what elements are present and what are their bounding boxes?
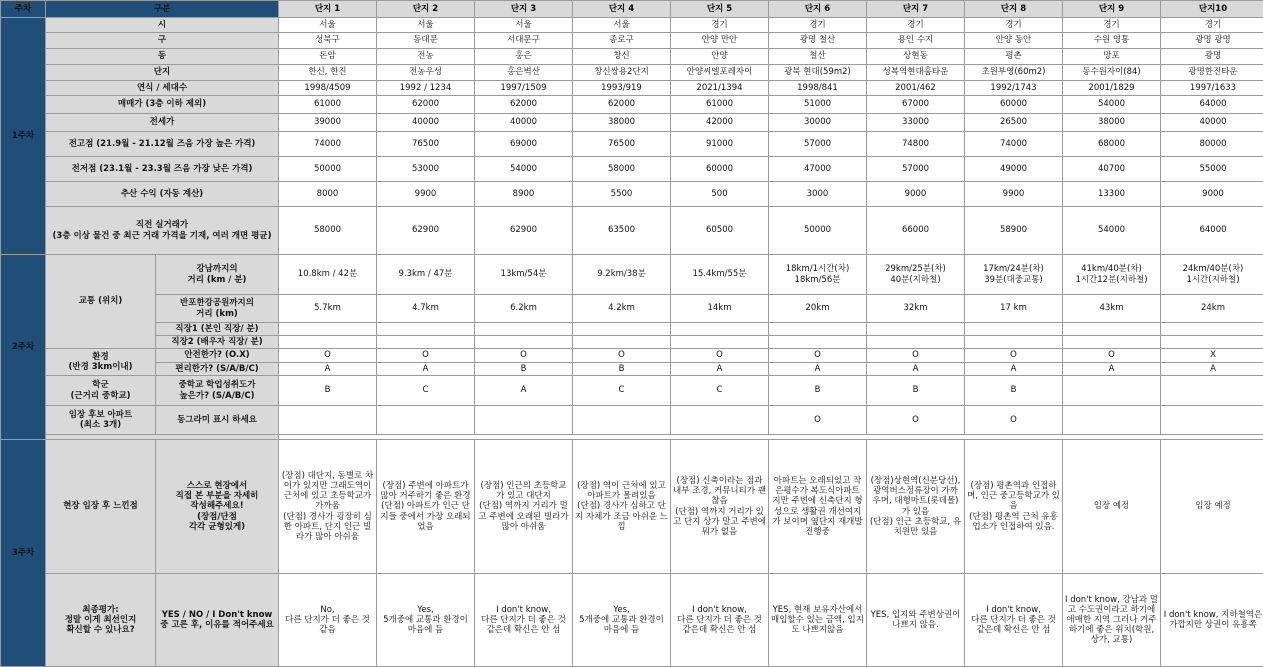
- cell-profit[interactable]: 9000: [1161, 182, 1263, 207]
- cell-year[interactable]: 1998/4509: [279, 81, 377, 96]
- cell-banpo[interactable]: 32km: [867, 295, 965, 323]
- cell-danji[interactable]: 전농우성: [377, 65, 475, 81]
- cell-si[interactable]: 경기: [965, 18, 1063, 33]
- cell-job2[interactable]: [475, 336, 573, 349]
- cell-banpo[interactable]: 14km: [671, 295, 769, 323]
- cell-job1[interactable]: [1063, 323, 1161, 336]
- cell-circle[interactable]: O: [965, 406, 1063, 435]
- cell-high[interactable]: 80000: [1161, 132, 1263, 157]
- cell-gu[interactable]: 용인 수지: [867, 33, 965, 49]
- cell-job2[interactable]: [279, 336, 377, 349]
- cell-profit[interactable]: 13300: [1063, 182, 1161, 207]
- cell-safe[interactable]: O: [965, 349, 1063, 363]
- cell-year[interactable]: 1997/1509: [475, 81, 573, 96]
- row-label-env[interactable]: 환경 (반경 3km이내): [46, 349, 156, 376]
- row-label-final[interactable]: 최종평가: 정말 이게 최선인지 확신할 수 있나요?: [46, 574, 156, 667]
- week-2-cell[interactable]: 2주차: [1, 255, 46, 440]
- cell-safe[interactable]: O: [475, 349, 573, 363]
- cell-circle[interactable]: O: [769, 406, 867, 435]
- cell-middle[interactable]: B: [279, 376, 377, 406]
- cell-si[interactable]: 경기: [769, 18, 867, 33]
- complex-header[interactable]: 단지 9: [1063, 1, 1161, 18]
- cell-gu[interactable]: 성북구: [279, 33, 377, 49]
- row-label-recent[interactable]: 직전 실거래가 (3층 이상 물건 중 최근 거래 가격을 기재, 여러 개면 평균): [46, 207, 279, 255]
- cell-visit[interactable]: (장점) 대단지, 동별로 차이가 있지만 그래도역이 근처에 있고 초등학교가 가까움 (단점) 경사가 굉장히 심한 아파트, 단지 인근 빌라가 많아 아쉬움: [279, 440, 377, 574]
- cell-gangnam[interactable]: 15.4km/55분: [671, 255, 769, 295]
- cell-low[interactable]: 58000: [573, 157, 671, 182]
- cell-gu[interactable]: 서대문구: [475, 33, 573, 49]
- cell-si[interactable]: 서울: [279, 18, 377, 33]
- complex-header[interactable]: 단지 5: [671, 1, 769, 18]
- cell-high[interactable]: 74000: [965, 132, 1063, 157]
- cell-sale[interactable]: 67000: [867, 96, 965, 114]
- cell-sale[interactable]: 62000: [573, 96, 671, 114]
- complex-header[interactable]: 단지 8: [965, 1, 1063, 18]
- cell-year[interactable]: 2001/1829: [1063, 81, 1161, 96]
- cell-sale[interactable]: 51000: [769, 96, 867, 114]
- cell-sale[interactable]: 62000: [377, 96, 475, 114]
- row-label-sale[interactable]: 매매가 (3층 이하 제외): [46, 96, 279, 114]
- complex-header[interactable]: 단지 6: [769, 1, 867, 18]
- cell-final[interactable]: Yes, 5개중에 교통과 환경이 마음에 듬: [377, 574, 475, 667]
- cell-profit[interactable]: 9900: [377, 182, 475, 207]
- cell-gangnam[interactable]: 29km/25분(차) 40분(지하철): [867, 255, 965, 295]
- cell-high[interactable]: 76500: [573, 132, 671, 157]
- cell-banpo[interactable]: 20km: [769, 295, 867, 323]
- cell-conv[interactable]: B: [573, 363, 671, 376]
- cell-conv[interactable]: A: [1063, 363, 1161, 376]
- cell-gangnam[interactable]: 9.2km/38분: [573, 255, 671, 295]
- cell-jeonse[interactable]: 33000: [867, 114, 965, 132]
- cell-gangnam[interactable]: 13km/54분: [475, 255, 573, 295]
- cell-dong[interactable]: 돈암: [279, 49, 377, 65]
- row-label-visit[interactable]: 현장 임장 후 느낀점: [46, 440, 156, 574]
- cell-conv[interactable]: A: [965, 363, 1063, 376]
- cell-gangnam[interactable]: 41km/40분(차) 1시간12분(지하철): [1063, 255, 1161, 295]
- cell-job2[interactable]: [965, 336, 1063, 349]
- cell-gangnam[interactable]: 24km/40분(차) 1시간(지하철): [1161, 255, 1263, 295]
- cell-middle[interactable]: C: [377, 376, 475, 406]
- cell-banpo[interactable]: 24km: [1161, 295, 1263, 323]
- cell-jeonse[interactable]: 39000: [279, 114, 377, 132]
- cell-jeonse[interactable]: 42000: [671, 114, 769, 132]
- cell-high[interactable]: 91000: [671, 132, 769, 157]
- row-label-middle[interactable]: 중학교 학업성취도가 높은가? (S/A/B/C): [156, 376, 279, 406]
- complex-header[interactable]: 단지 2: [377, 1, 475, 18]
- cell-safe[interactable]: O: [573, 349, 671, 363]
- cell-recent[interactable]: 62900: [475, 207, 573, 255]
- row-label-safe[interactable]: 안전한가? (O.X): [156, 349, 279, 363]
- cell-recent[interactable]: 58000: [279, 207, 377, 255]
- row-label-si[interactable]: 시: [46, 18, 279, 33]
- cell-low[interactable]: 55000: [1161, 157, 1263, 182]
- cell-circle[interactable]: [279, 406, 377, 435]
- cell-low[interactable]: 50000: [279, 157, 377, 182]
- cell-final[interactable]: Yes, 5개중에 교통과 환경이 마음에 듬: [573, 574, 671, 667]
- complex-header[interactable]: 단지 1: [279, 1, 377, 18]
- cell-recent[interactable]: 64000: [1161, 207, 1263, 255]
- cell-banpo[interactable]: 43km: [1063, 295, 1161, 323]
- cell-high[interactable]: 68000: [1063, 132, 1161, 157]
- cell-job1[interactable]: [671, 323, 769, 336]
- complex-header[interactable]: 단지 4: [573, 1, 671, 18]
- cell-sale[interactable]: 61000: [279, 96, 377, 114]
- row-label-job1[interactable]: 직장1 (본인 직장/ 분): [156, 323, 279, 336]
- cell-banpo[interactable]: 4.2km: [573, 295, 671, 323]
- cell-recent[interactable]: 54000: [1063, 207, 1161, 255]
- cell-profit[interactable]: 9000: [867, 182, 965, 207]
- cell-job2[interactable]: [573, 336, 671, 349]
- cell-circle[interactable]: [377, 406, 475, 435]
- row-label-conv[interactable]: 편리한가? (S/A/B/C): [156, 363, 279, 376]
- cell-banpo[interactable]: 6.2km: [475, 295, 573, 323]
- cell-sale[interactable]: 62000: [475, 96, 573, 114]
- cell-jeonse[interactable]: 38000: [1063, 114, 1161, 132]
- cell-jeonse[interactable]: 30000: [769, 114, 867, 132]
- cell-profit[interactable]: 9900: [965, 182, 1063, 207]
- cell-safe[interactable]: O: [867, 349, 965, 363]
- row-label-gu[interactable]: 구: [46, 33, 279, 49]
- cell-year[interactable]: 1993/919: [573, 81, 671, 96]
- cell-safe[interactable]: O: [671, 349, 769, 363]
- cell-conv[interactable]: A: [769, 363, 867, 376]
- cell-gu[interactable]: 안양 만안: [671, 33, 769, 49]
- cell-si[interactable]: 경기: [1063, 18, 1161, 33]
- row-sublabel-visit[interactable]: 스스로 현장에서 직접 본 부분을 자세히 작성해주세요! (장점/단점 각각 균형있게): [156, 440, 279, 574]
- cell-danji[interactable]: 창신쌍용2단지: [573, 65, 671, 81]
- cell-danji[interactable]: 광명한진타운: [1161, 65, 1263, 81]
- cell-profit[interactable]: 500: [671, 182, 769, 207]
- cell-conv[interactable]: A: [671, 363, 769, 376]
- cell-visit[interactable]: (장점) 역이 근처에 있고 아파트가 몰려있음 (단점) 경사가 심하고 단지 자체가 조금 아쉬운 느낌: [573, 440, 671, 574]
- cell-gu[interactable]: 광명 광명: [1161, 33, 1263, 49]
- week-1-cell[interactable]: 1주차: [1, 18, 46, 255]
- cell-si[interactable]: 서울: [573, 18, 671, 33]
- week-3-cell[interactable]: 3주차: [1, 440, 46, 667]
- cell-sale[interactable]: 61000: [671, 96, 769, 114]
- cell-high[interactable]: 74000: [279, 132, 377, 157]
- cell-profit[interactable]: 8000: [279, 182, 377, 207]
- cell-conv[interactable]: A: [279, 363, 377, 376]
- cell-visit[interactable]: (장점) 주변에 아파트가 많아 거주하기 좋은 환경 (단점) 아파트가 인근 단지들 중에서 가장 오래되었음: [377, 440, 475, 574]
- cell-high[interactable]: 57000: [769, 132, 867, 157]
- cell-final[interactable]: I don't know, 다른 단지가 더 좋은 것 같은데 확신은 안 섬: [475, 574, 573, 667]
- cell-gu[interactable]: 동대문: [377, 33, 475, 49]
- cell-circle[interactable]: [1161, 406, 1263, 435]
- cell-year[interactable]: 1997/1633: [1161, 81, 1263, 96]
- cell-conv[interactable]: B: [475, 363, 573, 376]
- cell-dong[interactable]: 평촌: [965, 49, 1063, 65]
- cell-si[interactable]: 경기: [671, 18, 769, 33]
- cell-visit[interactable]: 임장 예정: [1161, 440, 1263, 574]
- cell-middle[interactable]: A: [475, 376, 573, 406]
- cell-job2[interactable]: [867, 336, 965, 349]
- cell-job1[interactable]: [867, 323, 965, 336]
- cell-banpo[interactable]: 4.7km: [377, 295, 475, 323]
- cell-banpo[interactable]: 17 km: [965, 295, 1063, 323]
- cell-recent[interactable]: 63500: [573, 207, 671, 255]
- cell-low[interactable]: 57000: [867, 157, 965, 182]
- cell-conv[interactable]: A: [1161, 363, 1263, 376]
- cell-circle[interactable]: [475, 406, 573, 435]
- row-label-high[interactable]: 전고점 (21.9월 - 21.12월 즈음 가장 높은 가격): [46, 132, 279, 157]
- cell-jeonse[interactable]: 40000: [1161, 114, 1263, 132]
- cell-dong[interactable]: 철산: [769, 49, 867, 65]
- cell-final[interactable]: No, 다른 단지가 더 좋은 것 같음: [279, 574, 377, 667]
- row-label-gangnam[interactable]: 강남까지의 거리 (km / 분): [156, 255, 279, 295]
- cell-danji[interactable]: 한신, 한진: [279, 65, 377, 81]
- cell-high[interactable]: 76500: [377, 132, 475, 157]
- cell-year[interactable]: 2001/462: [867, 81, 965, 96]
- cell-middle[interactable]: B: [867, 376, 965, 406]
- row-label-profit[interactable]: 추산 수익 (자동 계산): [46, 182, 279, 207]
- row-label-dong[interactable]: 동: [46, 49, 279, 65]
- cell-job1[interactable]: [573, 323, 671, 336]
- cell-danji[interactable]: 홍은벽산: [475, 65, 573, 81]
- cell-jeonse[interactable]: 38000: [573, 114, 671, 132]
- row-label-traffic[interactable]: 교통 (위치): [46, 255, 156, 349]
- cell-job1[interactable]: [1161, 323, 1263, 336]
- row-label-banpo[interactable]: 반포한강공원까지의 거리 (km): [156, 295, 279, 323]
- cell-jeonse[interactable]: 40000: [377, 114, 475, 132]
- cell-si[interactable]: 경기: [1161, 18, 1263, 33]
- cell-low[interactable]: 47000: [769, 157, 867, 182]
- cell-dong[interactable]: 창신: [573, 49, 671, 65]
- cell-conv[interactable]: A: [867, 363, 965, 376]
- cell-year[interactable]: 1992/1743: [965, 81, 1063, 96]
- cell-job2[interactable]: [377, 336, 475, 349]
- cell-visit[interactable]: 임장 예정: [1063, 440, 1161, 574]
- cell-safe[interactable]: O: [769, 349, 867, 363]
- cell-recent[interactable]: 58900: [965, 207, 1063, 255]
- cell-dong[interactable]: 상현동: [867, 49, 965, 65]
- cell-gangnam[interactable]: 17km/24분(차) 39분(대중교통): [965, 255, 1063, 295]
- row-label-school[interactable]: 학군 (근거리 중학교): [46, 376, 156, 406]
- cell-dong[interactable]: 광명: [1161, 49, 1263, 65]
- cell-job2[interactable]: [1063, 336, 1161, 349]
- cell-final[interactable]: I don't know, 다른 단지가 더 좋은 것 같은데 확신은 안 섬: [671, 574, 769, 667]
- cell-danji[interactable]: 초원부영(60m2): [965, 65, 1063, 81]
- cell-dong[interactable]: 안양: [671, 49, 769, 65]
- cell-recent[interactable]: 66000: [867, 207, 965, 255]
- cell-job2[interactable]: [769, 336, 867, 349]
- cell-middle[interactable]: [1063, 376, 1161, 406]
- cell-gu[interactable]: 안양 동안: [965, 33, 1063, 49]
- cell-si[interactable]: 경기: [867, 18, 965, 33]
- cell-middle[interactable]: C: [573, 376, 671, 406]
- cell-sale[interactable]: 54000: [1063, 96, 1161, 114]
- cell-job1[interactable]: [279, 323, 377, 336]
- cell-high[interactable]: 74800: [867, 132, 965, 157]
- cell-low[interactable]: 54000: [475, 157, 573, 182]
- cell-gu[interactable]: 수원 영통: [1063, 33, 1161, 49]
- cell-middle[interactable]: [1161, 376, 1263, 406]
- row-label-low[interactable]: 전저점 (23.1월 - 23.3월 즈음 가장 낮은 가격): [46, 157, 279, 182]
- row-label-danji[interactable]: 단지: [46, 65, 279, 81]
- row-label-candidate[interactable]: 임장 후보 아파트 (최소 3개): [46, 406, 156, 435]
- cell-profit[interactable]: 3000: [769, 182, 867, 207]
- cell-circle[interactable]: [573, 406, 671, 435]
- cell-danji[interactable]: 광북 현대(59m2): [769, 65, 867, 81]
- cell-gangnam[interactable]: 9.3km / 47분: [377, 255, 475, 295]
- cell-danji[interactable]: 안양씨엘포레자이: [671, 65, 769, 81]
- cell-dong[interactable]: 망포: [1063, 49, 1161, 65]
- cell-recent[interactable]: 60500: [671, 207, 769, 255]
- cell-final[interactable]: I don't know, 지하철역은 가깝지만 상권이 유흥쪽: [1161, 574, 1263, 667]
- cell-middle[interactable]: C: [671, 376, 769, 406]
- cell-year[interactable]: 1992 / 1234: [377, 81, 475, 96]
- cell-sale[interactable]: 64000: [1161, 96, 1263, 114]
- cell-job1[interactable]: [965, 323, 1063, 336]
- cell-safe[interactable]: O: [1063, 349, 1161, 363]
- cell-danji[interactable]: 성복역현대홈타운: [867, 65, 965, 81]
- cell-safe[interactable]: O: [377, 349, 475, 363]
- cell-profit[interactable]: 8900: [475, 182, 573, 207]
- cell-year[interactable]: 2021/1394: [671, 81, 769, 96]
- cell-low[interactable]: 49000: [965, 157, 1063, 182]
- cell-visit[interactable]: (장점) 인근의 초등학교가 있고 대단지 (단점) 역까지 거리가 멀고 주변에 오래된 빌라가 많아 아쉬움: [475, 440, 573, 574]
- cell-low[interactable]: 60000: [671, 157, 769, 182]
- cell-visit[interactable]: (장점) 평촌역과 인접하며, 인근 중고등학교가 있음 (단점) 평촌역 근처 유흥업소가 인접하여 있음.: [965, 440, 1063, 574]
- category-header[interactable]: 구분: [46, 1, 279, 18]
- cell-circle[interactable]: O: [867, 406, 965, 435]
- cell-profit[interactable]: 5500: [573, 182, 671, 207]
- cell-safe[interactable]: O: [279, 349, 377, 363]
- cell-jeonse[interactable]: 26500: [965, 114, 1063, 132]
- cell-visit[interactable]: 아파트는 오래되었고 작은평수가 복도식아파트지만 주변에 신축단지 형성으로 생활권 개선여지가 보이며 옆단지 재개발진행중: [769, 440, 867, 574]
- cell-danji[interactable]: 동수원자이(84): [1063, 65, 1161, 81]
- cell-job2[interactable]: [671, 336, 769, 349]
- cell-job2[interactable]: [1161, 336, 1263, 349]
- cell-safe[interactable]: X: [1161, 349, 1263, 363]
- cell-si[interactable]: 서울: [475, 18, 573, 33]
- cell-job1[interactable]: [377, 323, 475, 336]
- cell-middle[interactable]: B: [769, 376, 867, 406]
- cell-circle[interactable]: [671, 406, 769, 435]
- row-sublabel-final[interactable]: YES / NO / I Don't know 중 고른 후, 이유를 적어주세요: [156, 574, 279, 667]
- cell-high[interactable]: 69000: [475, 132, 573, 157]
- cell-recent[interactable]: 62900: [377, 207, 475, 255]
- cell-low[interactable]: 40700: [1063, 157, 1161, 182]
- cell-year[interactable]: 1998/841: [769, 81, 867, 96]
- row-label-circle[interactable]: 동그라미 표시 하세요: [156, 406, 279, 435]
- cell-dong[interactable]: 홍은: [475, 49, 573, 65]
- row-label-jeonse[interactable]: 전세가: [46, 114, 279, 132]
- cell-middle[interactable]: B: [965, 376, 1063, 406]
- cell-jeonse[interactable]: 40000: [475, 114, 573, 132]
- row-label-year[interactable]: 연식 / 세대수: [46, 81, 279, 96]
- cell-job1[interactable]: [475, 323, 573, 336]
- cell-final[interactable]: YES, 현재 보유자산에서 매입할수 있는 금액, 입지도 나쁘지않음: [769, 574, 867, 667]
- row-label-job2[interactable]: 직장2 (배우자 직장/ 분): [156, 336, 279, 349]
- cell-gu[interactable]: 종로구: [573, 33, 671, 49]
- complex-header[interactable]: 단지 7: [867, 1, 965, 18]
- cell-gangnam[interactable]: 10.8km / 42분: [279, 255, 377, 295]
- cell-job1[interactable]: [769, 323, 867, 336]
- complex-header[interactable]: 단지10: [1161, 1, 1263, 18]
- cell-visit[interactable]: (장점) 신축이라는 점과 내부 조경, 커뮤니티가 괜찮음 (단점) 역까지 거리가 있고 단지 상가 말고 주변에 뭐가 없음: [671, 440, 769, 574]
- complex-header[interactable]: 단지 3: [475, 1, 573, 18]
- cell-final[interactable]: I don't know, 다른 단지가 더 좋은 것 같은데 확신은 안 섬: [965, 574, 1063, 667]
- cell-gangnam[interactable]: 18km/1시간(차) 18km/56분: [769, 255, 867, 295]
- cell-conv[interactable]: A: [377, 363, 475, 376]
- cell-circle[interactable]: [1063, 406, 1161, 435]
- week-header[interactable]: 주차: [1, 1, 46, 18]
- cell-gu[interactable]: 광명 철산: [769, 33, 867, 49]
- cell-sale[interactable]: 60000: [965, 96, 1063, 114]
- cell-dong[interactable]: 전농: [377, 49, 475, 65]
- header-row: [1, 1, 1263, 18]
- cell-recent[interactable]: 50000: [769, 207, 867, 255]
- cell-si[interactable]: 서울: [377, 18, 475, 33]
- cell-banpo[interactable]: 5.7km: [279, 295, 377, 323]
- cell-visit[interactable]: (장점)상현역(신분당선), 광역버스정류장이 가까우며, 대형마트(롯데몰)가 있음 (단점) 인근 초등학교, 유치원만 있음: [867, 440, 965, 574]
- cell-final[interactable]: I don't know, 강남과 멀고 수도권이라고 하기에 애매한 지역 그러나 거주하기에 좋은 위치(학원, 상가, 교통): [1063, 574, 1161, 667]
- cell-final[interactable]: YES, 입지와 주변상권이 나쁘지 않음.: [867, 574, 965, 667]
- cell-low[interactable]: 53000: [377, 157, 475, 182]
